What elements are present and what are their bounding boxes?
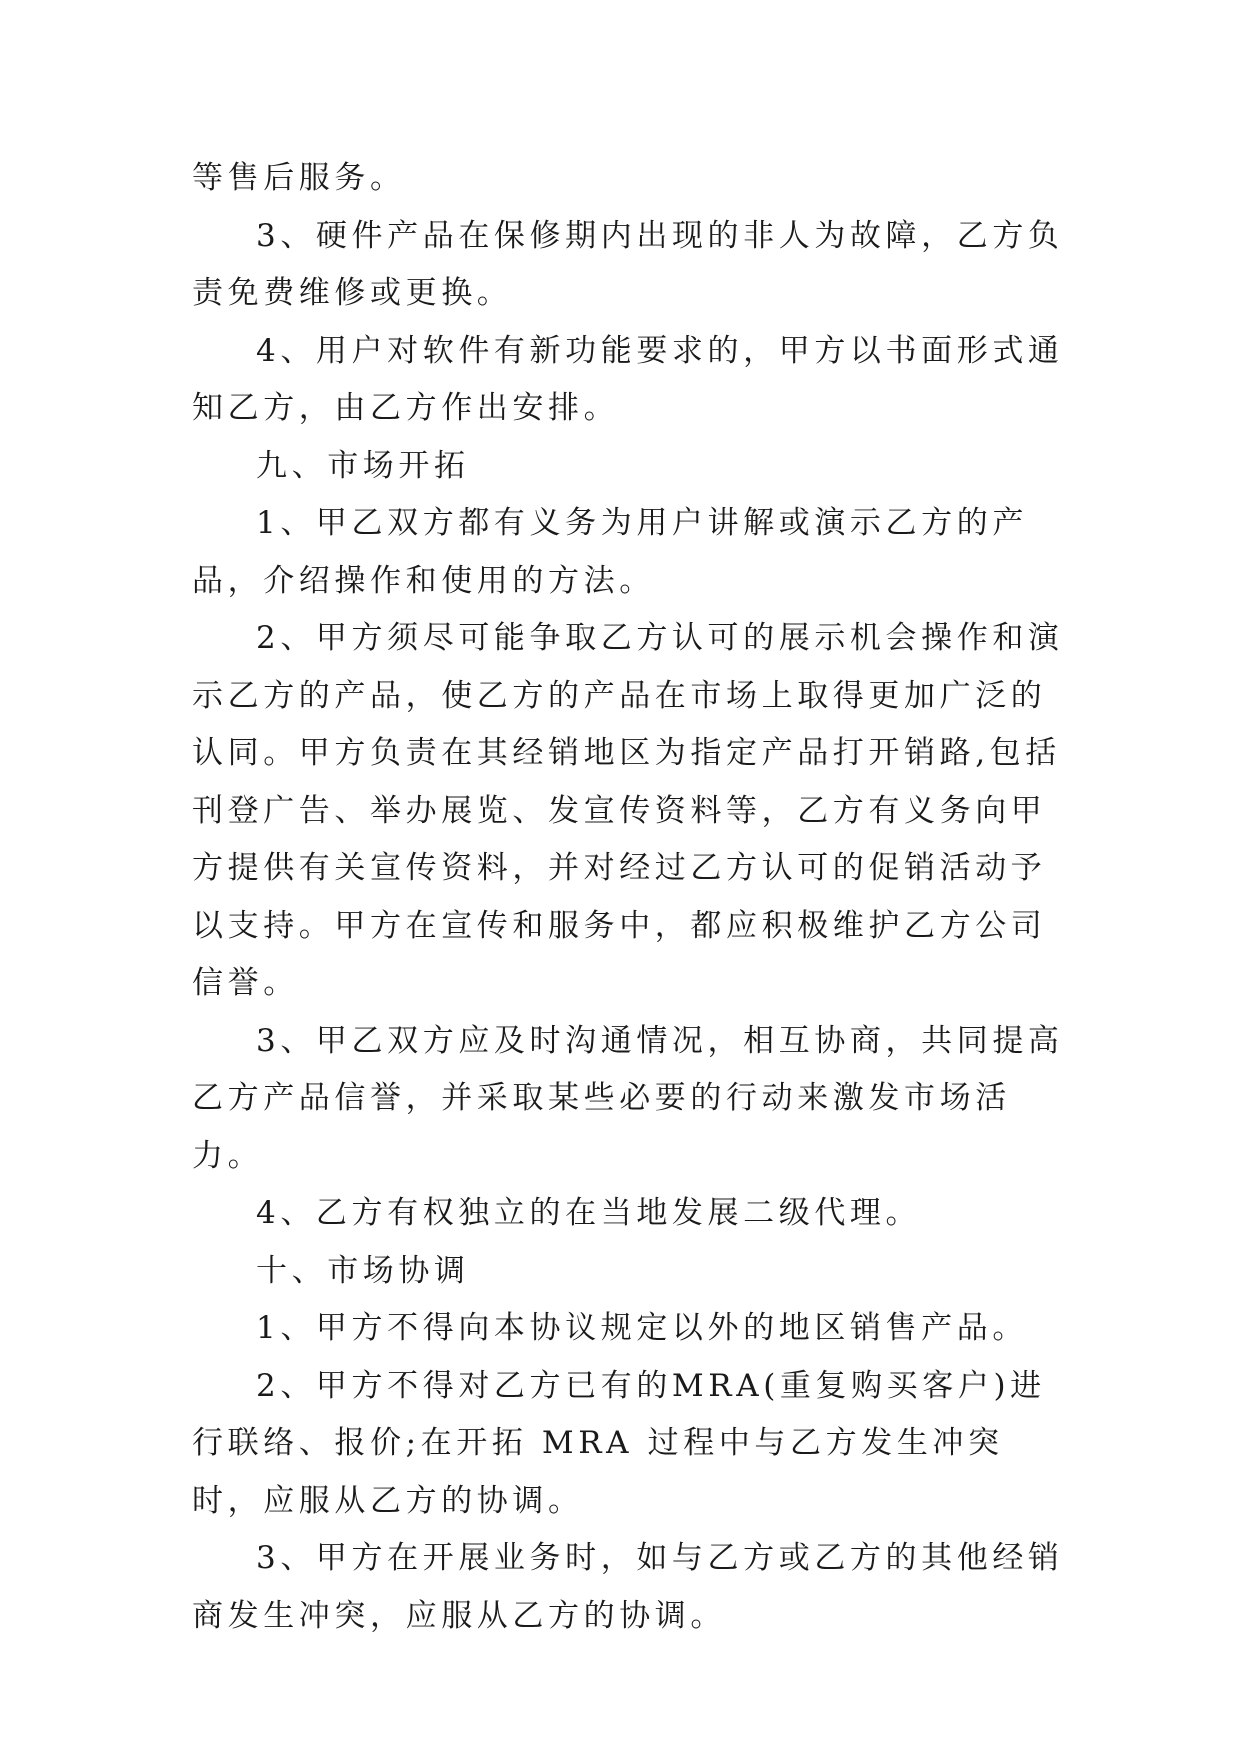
section-heading-market-coordination: 十、市场协调 xyxy=(256,1252,470,1289)
paragraph-product-demonstration: 1、甲乙双方都有义务为用户讲解或演示乙方的产品，介绍操作和使用的方法。 xyxy=(192,505,1028,599)
paragraph-software-requests: 4、用户对软件有新功能要求的，甲方以书面形式通知乙方，由乙方作出安排。 xyxy=(192,332,1064,426)
paragraph-sales-territory: 1、甲方不得向本协议规定以外的地区销售产品。 xyxy=(256,1310,1028,1346)
section-heading-market-development: 九、市场开拓 xyxy=(256,447,470,484)
paragraph-communication: 3、甲乙双方应及时沟通情况，相互协商，共同提高乙方产品信誉，并采取某些必要的行动来激发市场活力。 xyxy=(192,1022,1064,1174)
paragraph-mra-customers: 2、甲方不得对乙方已有的MRA(重复购买客户)进行联络、报价;在开拓 MRA 过程中与乙方发生冲突时，应服从乙方的协调。 xyxy=(192,1367,1046,1519)
paragraph-dealer-conflicts: 3、甲方在开展业务时，如与乙方或乙方的其他经销商发生冲突，应服从乙方的协调。 xyxy=(192,1540,1064,1634)
paragraph-after-sales-tail: 等售后服务。 xyxy=(192,160,406,196)
paragraph-promotion-duties: 2、甲方须尽可能争取乙方认可的展示机会操作和演示乙方的产品，使乙方的产品在市场上取得更加广泛的认同。甲方负责在其经销地区为指定产品打开销路,包括刊登广告、举办展览、发宣传资料等，乙方有义务向甲方提供有关宣传资料，并对经过乙方认可的促销活动予以支持。甲方在宣传和服务中，都应积极维护乙方公司信誉。 xyxy=(192,620,1064,1001)
paragraph-secondary-agents: 4、乙方有权独立的在当地发展二级代理。 xyxy=(256,1195,922,1231)
paragraph-hardware-warranty: 3、硬件产品在保修期内出现的非人为故障，乙方负责免费维修或更换。 xyxy=(192,217,1064,311)
document-body xyxy=(192,150,1072,1645)
